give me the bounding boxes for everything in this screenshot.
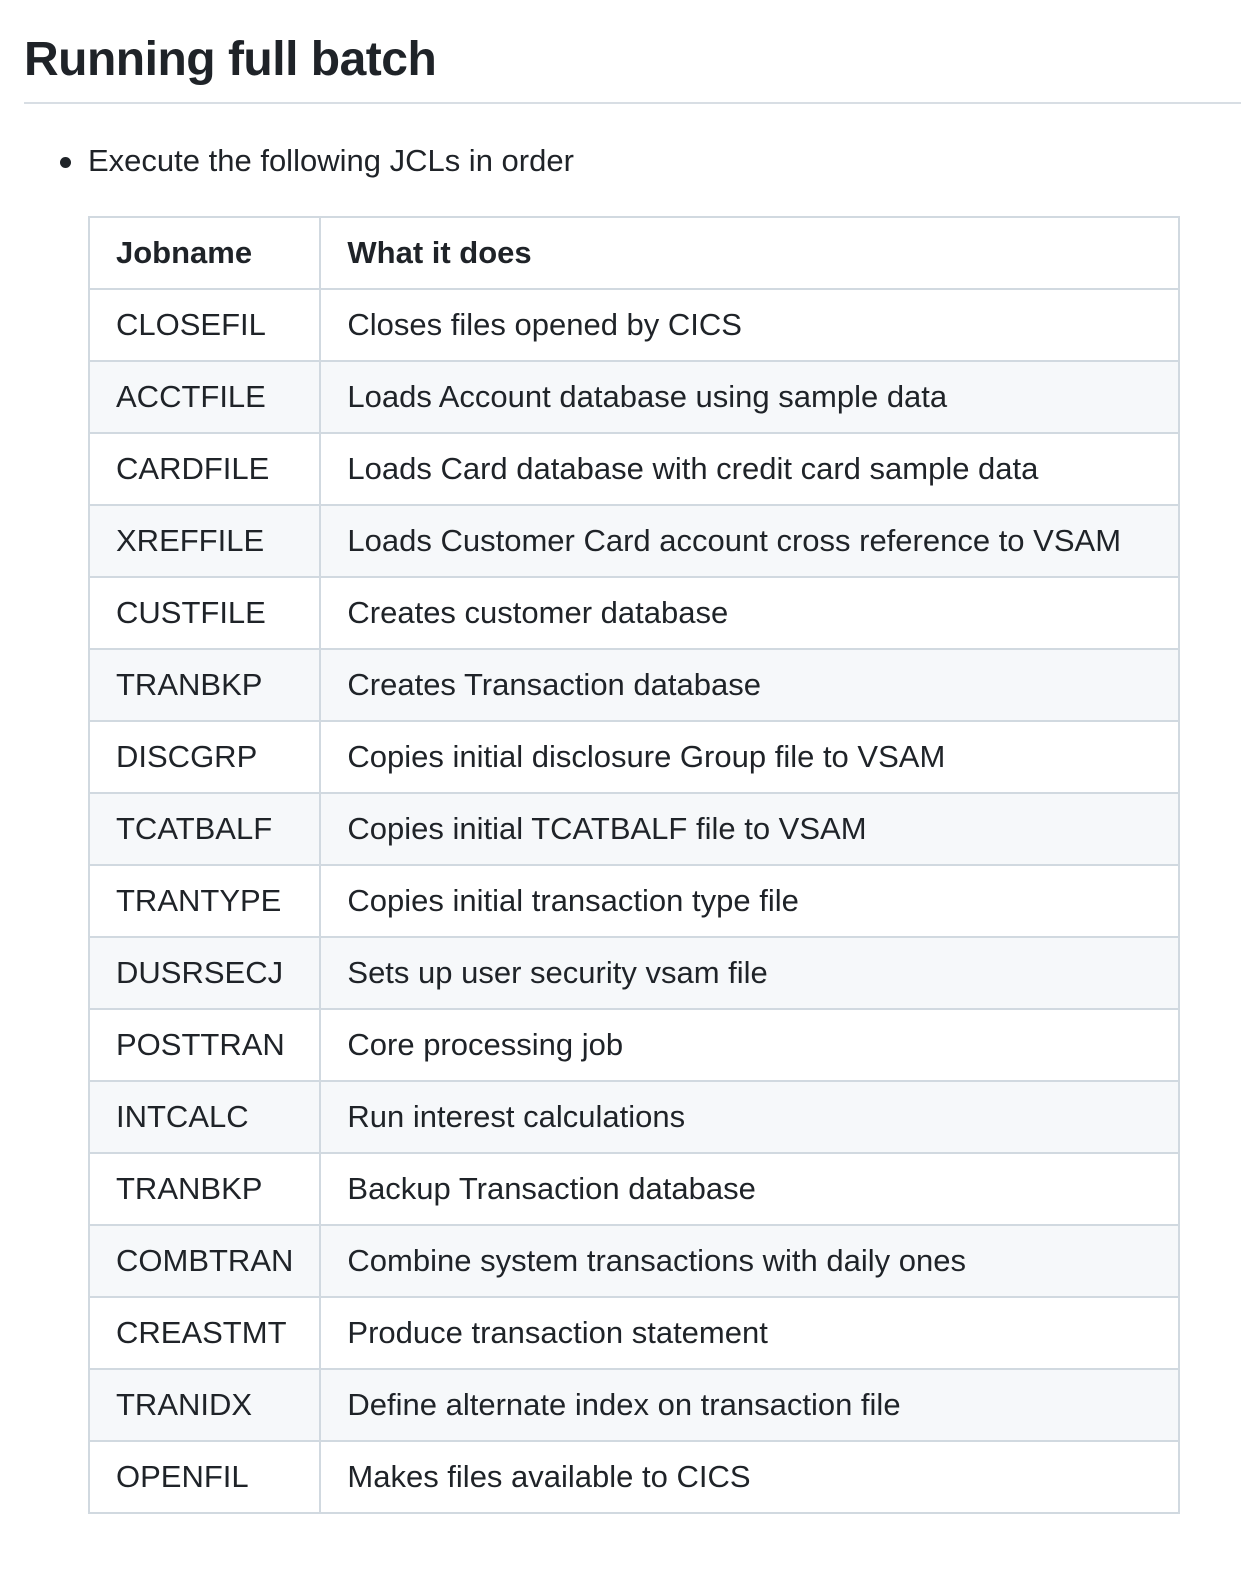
table-row bbox=[89, 289, 1179, 361]
description-cell: Closes files opened by CICS bbox=[320, 289, 1179, 361]
table-row bbox=[89, 1369, 1179, 1441]
description-cell: Creates customer database bbox=[320, 577, 1179, 649]
table-row bbox=[89, 649, 1179, 721]
table-row bbox=[89, 721, 1179, 793]
jobname-cell: ACCTFILE bbox=[89, 361, 320, 433]
description-cell: Loads Account database using sample data bbox=[320, 361, 1179, 433]
jcl-jobs-table bbox=[88, 216, 1180, 1514]
description-cell: Loads Customer Card account cross reference to VSAM bbox=[320, 505, 1179, 577]
description-cell: Backup Transaction database bbox=[320, 1153, 1179, 1225]
table-row bbox=[89, 1009, 1179, 1081]
jobname-cell: CREASTMT bbox=[89, 1297, 320, 1369]
table-row bbox=[89, 1225, 1179, 1297]
header-what-it-does: What it does bbox=[320, 217, 1179, 289]
description-cell: Core processing job bbox=[320, 1009, 1179, 1081]
jobname-cell: DISCGRP bbox=[89, 721, 320, 793]
jobname-cell: CUSTFILE bbox=[89, 577, 320, 649]
jobname-cell: TRANBKP bbox=[89, 1153, 320, 1225]
jobname-cell: TRANTYPE bbox=[89, 865, 320, 937]
description-cell: Creates Transaction database bbox=[320, 649, 1179, 721]
description-cell: Copies initial TCATBALF file to VSAM bbox=[320, 793, 1179, 865]
table-row bbox=[89, 433, 1179, 505]
bullet-list bbox=[0, 138, 574, 184]
table-row bbox=[89, 577, 1179, 649]
table-row bbox=[89, 1081, 1179, 1153]
bullet-dot-icon bbox=[60, 157, 71, 168]
description-cell: Produce transaction statement bbox=[320, 1297, 1179, 1369]
table-row bbox=[89, 1297, 1179, 1369]
table-row bbox=[89, 937, 1179, 1009]
header-jobname: Jobname bbox=[89, 217, 320, 289]
description-cell: Sets up user security vsam file bbox=[320, 937, 1179, 1009]
description-cell: Copies initial transaction type file bbox=[320, 865, 1179, 937]
table-header-row bbox=[89, 217, 1179, 289]
jobname-cell: POSTTRAN bbox=[89, 1009, 320, 1081]
jobname-cell: TCATBALF bbox=[89, 793, 320, 865]
jobname-cell: TRANBKP bbox=[89, 649, 320, 721]
description-cell: Copies initial disclosure Group file to VSAM bbox=[320, 721, 1179, 793]
jobname-cell: DUSRSECJ bbox=[89, 937, 320, 1009]
table-row bbox=[89, 1441, 1179, 1513]
table-row bbox=[89, 505, 1179, 577]
table-row bbox=[89, 865, 1179, 937]
table-row bbox=[89, 793, 1179, 865]
jobname-cell: CLOSEFIL bbox=[89, 289, 320, 361]
heading-divider bbox=[24, 102, 1241, 104]
description-cell: Run interest calculations bbox=[320, 1081, 1179, 1153]
jobname-cell: OPENFIL bbox=[89, 1441, 320, 1513]
table-row bbox=[89, 361, 1179, 433]
description-cell: Loads Card database with credit card sample data bbox=[320, 433, 1179, 505]
jobname-cell: INTCALC bbox=[89, 1081, 320, 1153]
jobname-cell: CARDFILE bbox=[89, 433, 320, 505]
description-cell: Combine system transactions with daily ones bbox=[320, 1225, 1179, 1297]
bullet-text: Execute the following JCLs in order bbox=[88, 143, 574, 178]
bullet-item bbox=[0, 138, 574, 184]
jobname-cell: COMBTRAN bbox=[89, 1225, 320, 1297]
table-row bbox=[89, 1153, 1179, 1225]
jobname-cell: TRANIDX bbox=[89, 1369, 320, 1441]
section-heading: Running full batch bbox=[24, 33, 437, 86]
description-cell: Makes files available to CICS bbox=[320, 1441, 1179, 1513]
jobname-cell: XREFFILE bbox=[89, 505, 320, 577]
description-cell: Define alternate index on transaction file bbox=[320, 1369, 1179, 1441]
